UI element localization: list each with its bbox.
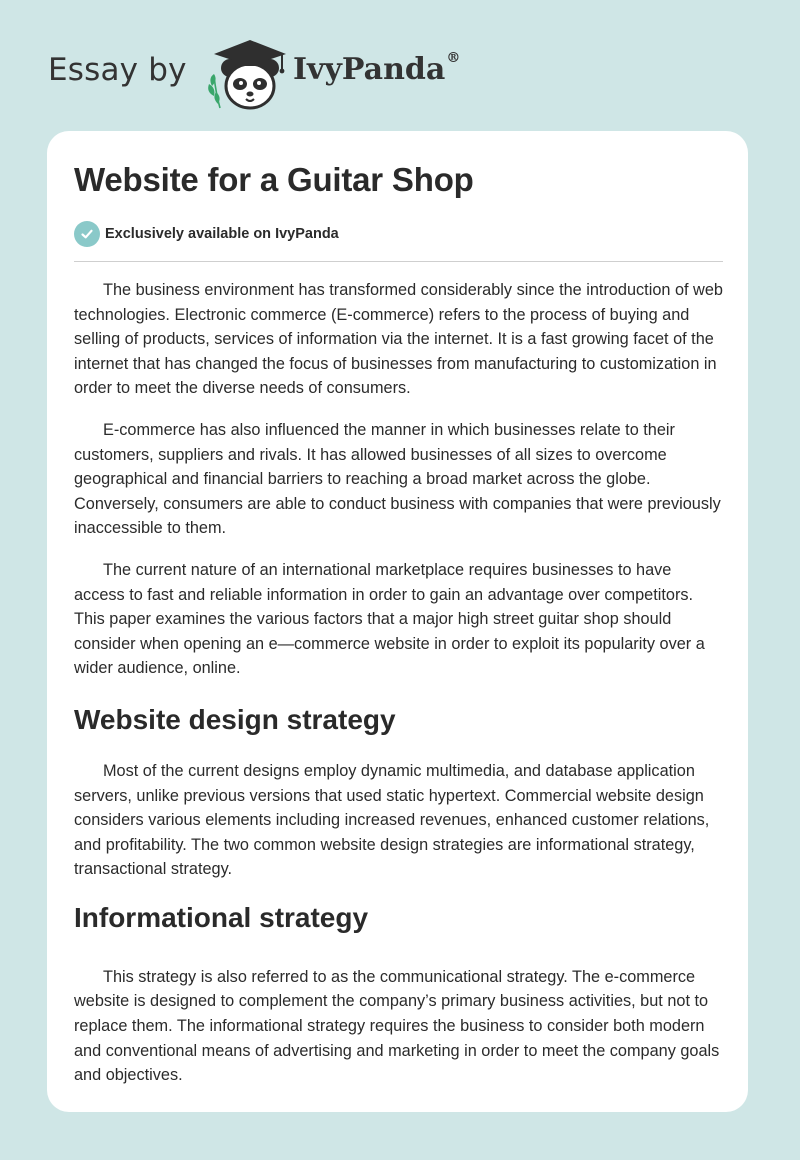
article-body [74,278,726,1105]
paragraph-intro-1: The business environment has transformed considerably since the introduction of web technologies. Electronic commerce (E-commerce) refers to the process of buying and selling of products, services of information via the internet. It is a fast growing facet of the internet that has changed the focus of businesses from manufacturing to customization in order to meet the diverse needs of consumers. [74,281,723,398]
registered-mark: ® [446,50,461,66]
site-header-brand[interactable] [48,30,508,114]
title-divider [74,261,723,262]
paragraph-website-design-strategy: Most of the current designs employ dynamic multimedia, and database application servers, unlike previous versions that used static hypertext. Commercial website design considers various elements including increased revenues, enhanced customer relations, and profitability. The two common website design strategies are informational strategy, transactional strategy. [74,761,710,879]
page-title: Website for a Guitar Shop [74,161,474,198]
section-heading-website-design-strategy: Website design strategy [74,703,396,735]
check-circle-icon [74,221,100,247]
article-card [47,131,748,1112]
panda-logo-icon [202,34,292,114]
exclusive-badge-label: Exclusively available on IvyPanda [105,226,339,242]
brand-prefix: Essay by [48,52,187,88]
paragraph-intro-3: The current nature of an international marketplace requires businesses to have access to fast and reliable information in order to gain an advantage over competitors. This paper examines the various factors that a major high street guitar shop should consider when opening an e—commerce website in order to exploit its popularity over a wider audience, online. [74,560,705,678]
exclusive-badge [74,221,339,247]
brand-name [293,52,460,87]
paragraph-informational-strategy: This strategy is also referred to as the communicational strategy. The e-commerce website is designed to complement the company’s primary business activities, but not to replace them. The informational strategy requires the business to consider both modern and conventional means of advertising and marketing in order to meet the company goals and objectives. [74,967,720,1085]
section-heading-informational-strategy: Informational strategy [74,901,369,933]
paragraph-intro-2: E-commerce has also influenced the manner in which businesses relate to their customers, suppliers and rivals. It has allowed businesses of all sizes to overcome geographical and financial barriers to reaching a broad market across the globe. Conversely, consumers are able to conduct business with companies that were previously inaccessible to them. [74,420,721,538]
brand-name-text: IvyPanda [293,52,446,87]
